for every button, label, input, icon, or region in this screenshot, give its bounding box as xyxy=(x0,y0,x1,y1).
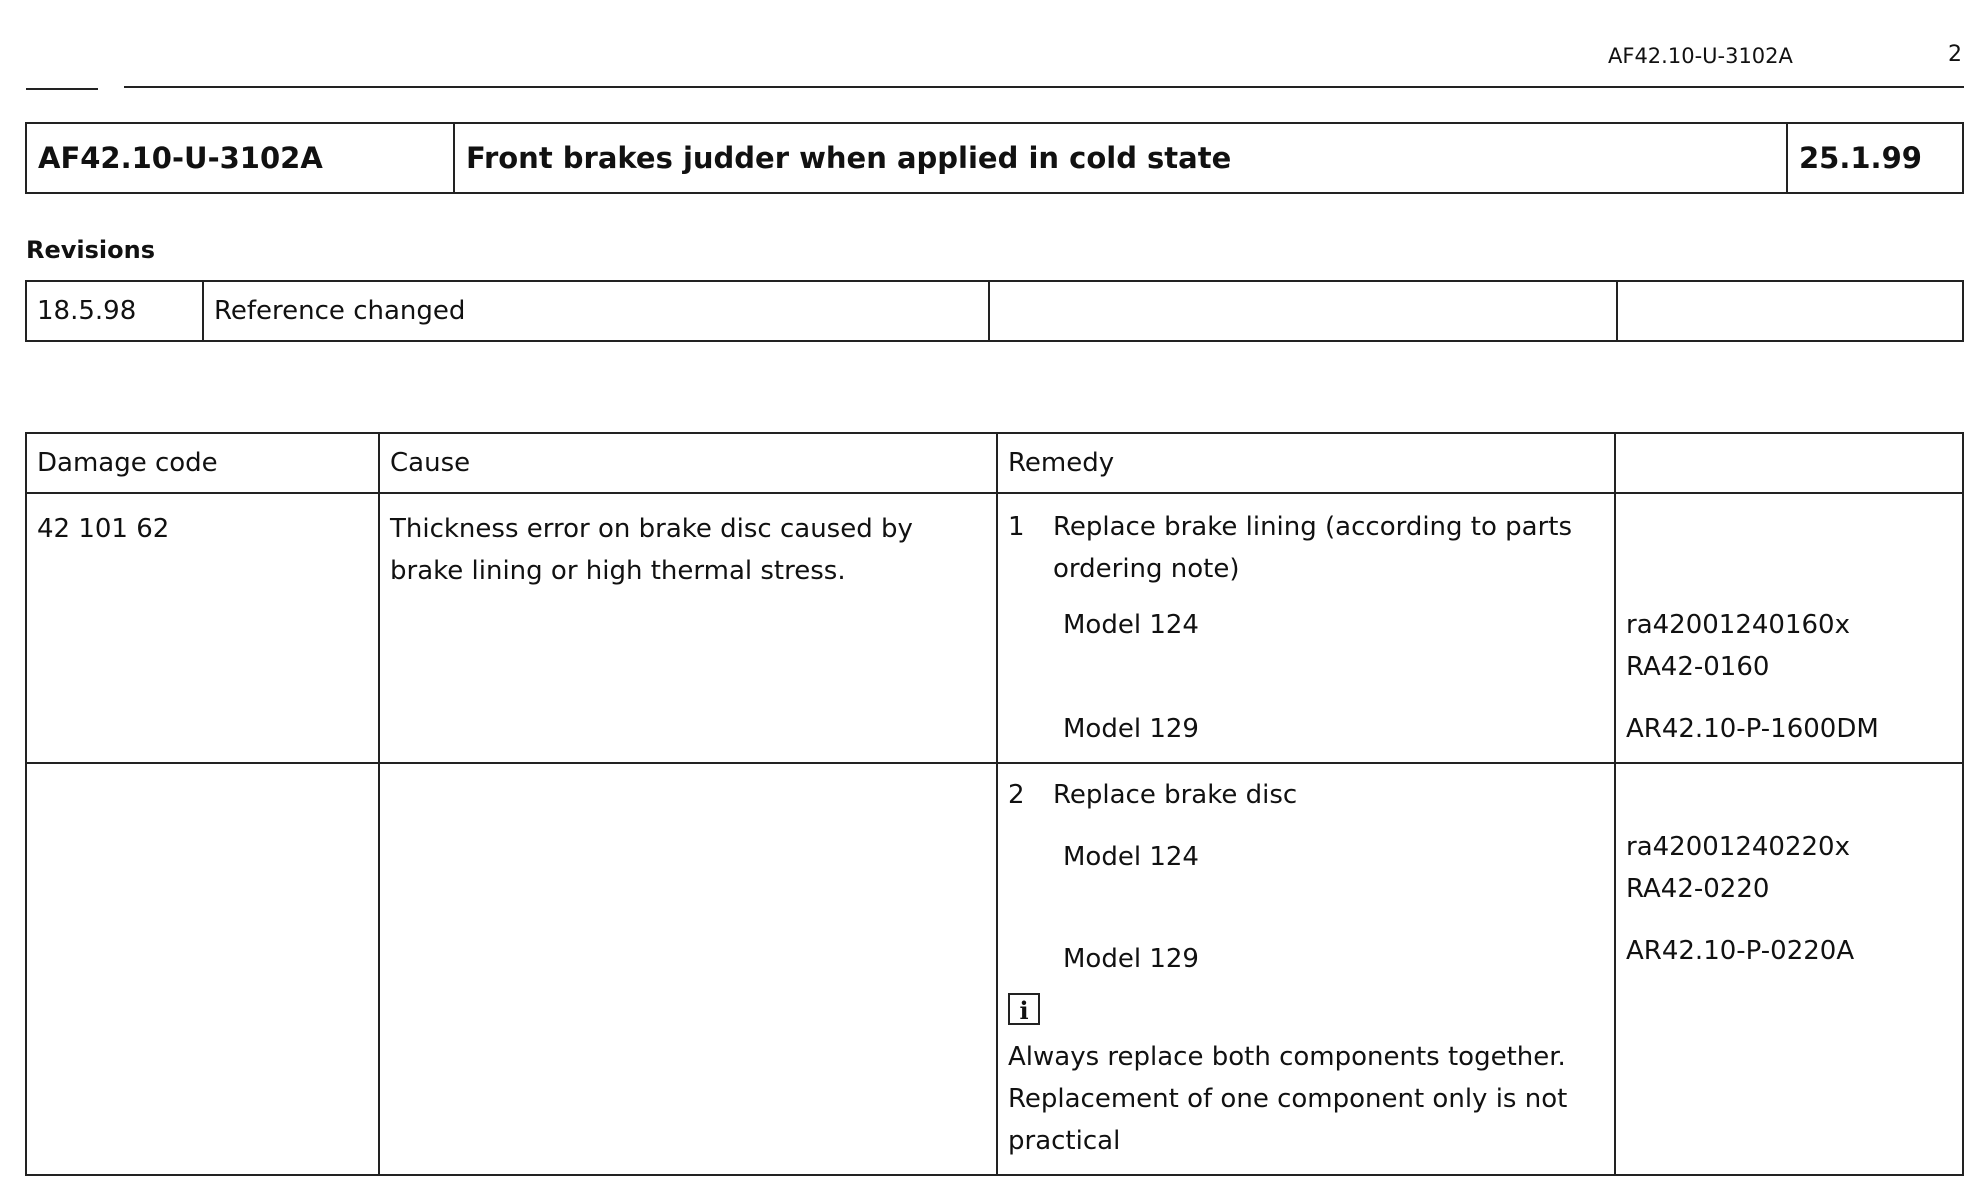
model-label: Model 124 xyxy=(1063,842,1199,872)
step-number: 1 xyxy=(1008,512,1025,542)
damage-table xyxy=(25,432,1964,1176)
table-row xyxy=(26,493,1963,763)
page-number: 2 xyxy=(1948,42,1962,67)
header-rule-short xyxy=(26,88,98,90)
table-row xyxy=(26,763,1963,1175)
reference-cell xyxy=(1615,763,1963,1175)
step-number: 2 xyxy=(1008,780,1025,810)
reference-cell xyxy=(1615,493,1963,763)
reference-code: ra42001240160x xyxy=(1626,610,1850,640)
step-text: Replace brake disc xyxy=(1053,780,1298,810)
info-icon-wrapper xyxy=(1008,990,1608,1032)
header-cause: Cause xyxy=(379,433,997,493)
info-note: Always replace both components together. Replacement of one component only is not practical xyxy=(1008,1042,1568,1156)
step-text: Replace brake lining (according to parts ordering note) xyxy=(1053,512,1573,584)
reference-code: AR42.10-P-0220A xyxy=(1626,936,1855,966)
reference-code: AR42.10-P-1600DM xyxy=(1626,714,1879,744)
remedy-step xyxy=(1008,774,1608,816)
cause-cell: Thickness error on brake disc caused by brake lining or high thermal stress. xyxy=(379,493,997,763)
header-reference xyxy=(1615,433,1963,493)
revision-empty-cell xyxy=(1617,281,1963,341)
revisions-table xyxy=(25,280,1964,342)
revision-text: Reference changed xyxy=(203,281,989,341)
damage-code-cell: 42 101 62 xyxy=(26,493,379,763)
reference-code: ra42001240220x xyxy=(1626,832,1850,862)
remedy-cell xyxy=(997,763,1615,1175)
page-reference: AF42.10-U-3102A xyxy=(1608,44,1793,68)
remedy-cell xyxy=(997,493,1615,763)
model-label: Model 129 xyxy=(1063,714,1199,744)
header-damage-code: Damage code xyxy=(26,433,379,493)
remedy-step xyxy=(1008,506,1608,590)
model-label: Model 129 xyxy=(1063,944,1199,974)
document-date: 25.1.99 xyxy=(1787,123,1963,193)
damage-code-cell xyxy=(26,763,379,1175)
header-rule xyxy=(124,86,1964,88)
title-block xyxy=(25,122,1964,194)
info-icon: i xyxy=(1008,993,1040,1025)
reference-code: RA42-0160 xyxy=(1626,652,1770,682)
reference-code: RA42-0220 xyxy=(1626,874,1770,904)
document-title: Front brakes judder when applied in cold state xyxy=(454,123,1787,193)
table-header-row xyxy=(26,433,1963,493)
cause-cell xyxy=(379,763,997,1175)
header-remedy: Remedy xyxy=(997,433,1615,493)
model-label: Model 124 xyxy=(1063,610,1199,640)
document-code: AF42.10-U-3102A xyxy=(26,123,454,193)
revisions-heading: Revisions xyxy=(26,236,155,264)
revision-empty-cell xyxy=(989,281,1617,341)
revision-date: 18.5.98 xyxy=(26,281,203,341)
